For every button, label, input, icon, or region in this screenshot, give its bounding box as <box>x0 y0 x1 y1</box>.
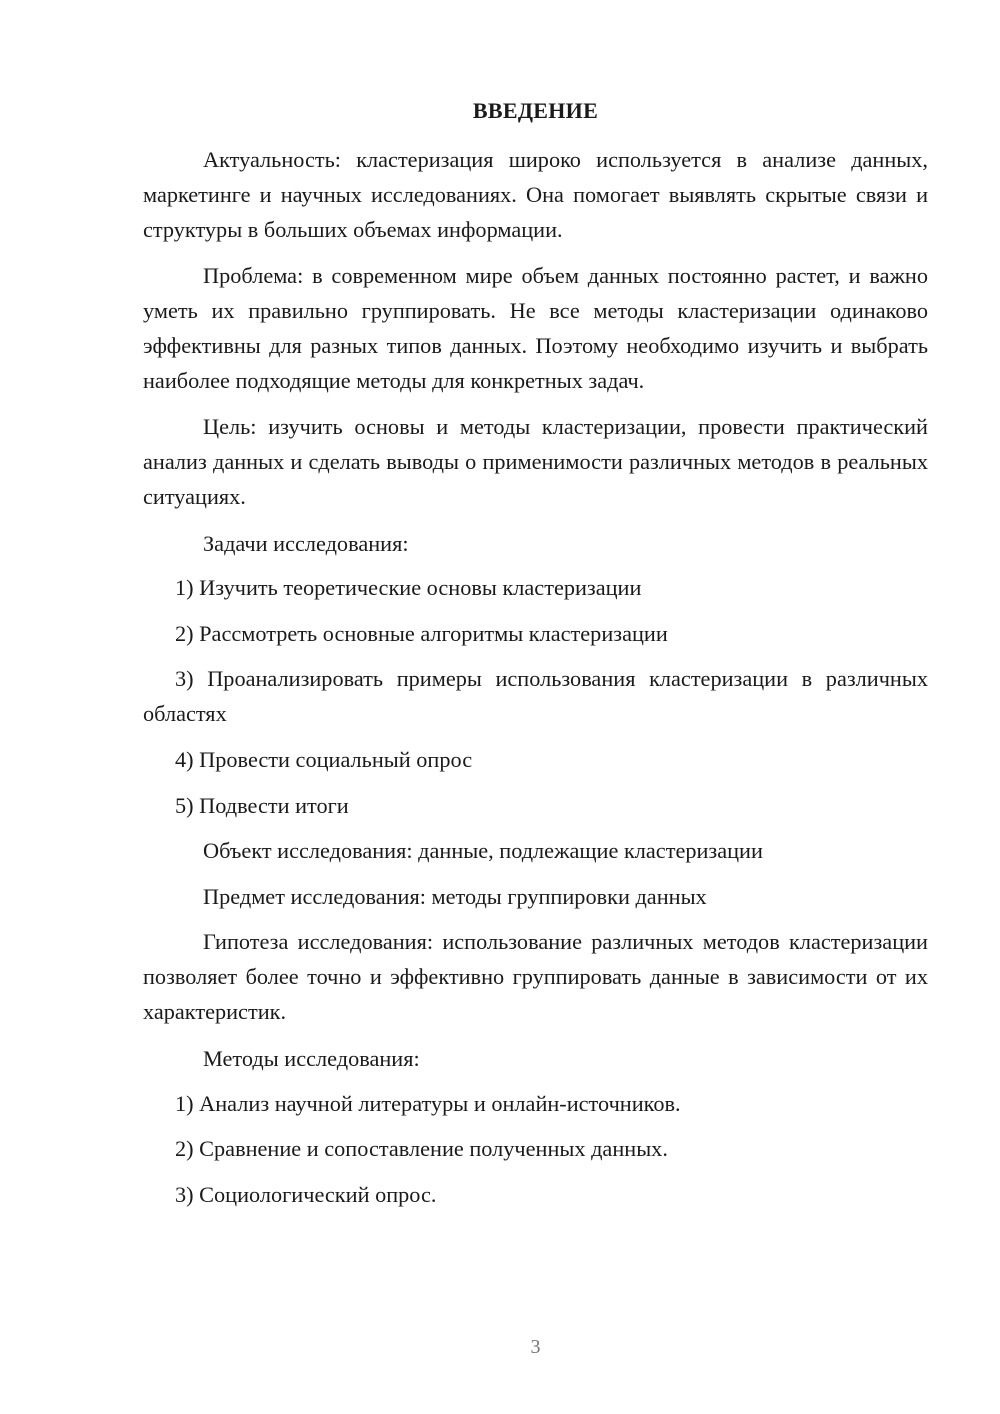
method-item: 1) Анализ научной литературы и онлайн-источников. <box>175 1091 681 1116</box>
problem-paragraph: Проблема: в современном мире объем данных постоянно растет, и важно уметь их правильно группировать. Не все методы кластеризации одинаково эффективны для разных типов данных. Поэтому необходимо изучить и выбрать наиболее подходящие методы для конкретных задач. <box>143 263 928 393</box>
page-number: 3 <box>530 1336 541 1358</box>
relevance-paragraph: Актуальность: кластеризация широко используется в анализе данных, маркетинге и научных исследованиях. Она помогает выявлять скрытые связи и структуры в больших объемах информации. <box>143 147 928 242</box>
document-page <box>143 0 928 1414</box>
methods-heading: Методы исследования: <box>203 1046 420 1071</box>
object-paragraph: Объект исследования: данные, подлежащие кластеризации <box>203 838 763 863</box>
task-item: 1) Изучить теоретические основы кластеризации <box>175 575 642 600</box>
task-item: 4) Провести социальный опрос <box>175 747 473 772</box>
subject-paragraph: Предмет исследования: методы группировки данных <box>203 884 707 909</box>
tasks-heading: Задачи исследования: <box>203 531 409 556</box>
task-item: 2) Рассмотреть основные алгоритмы кластеризации <box>175 621 668 646</box>
hypothesis-paragraph: Гипотеза исследования: использование различных методов кластеризации позволяет более точно и эффективно группировать данные в зависимости от их характеристик. <box>143 929 928 1024</box>
goal-paragraph: Цель: изучить основы и методы кластеризации, провести практический анализ данных и сделать выводы о применимости различных методов в реальных ситуациях. <box>143 414 928 509</box>
section-title: ВВЕДЕНИЕ <box>472 98 599 123</box>
task-item: 5) Подвести итоги <box>175 793 349 818</box>
method-item: 3) Социологический опрос. <box>175 1182 437 1207</box>
task-item: 3) Проанализировать примеры использования кластеризации в различных областях <box>143 666 928 726</box>
method-item: 2) Сравнение и сопоставление полученных данных. <box>175 1136 668 1161</box>
